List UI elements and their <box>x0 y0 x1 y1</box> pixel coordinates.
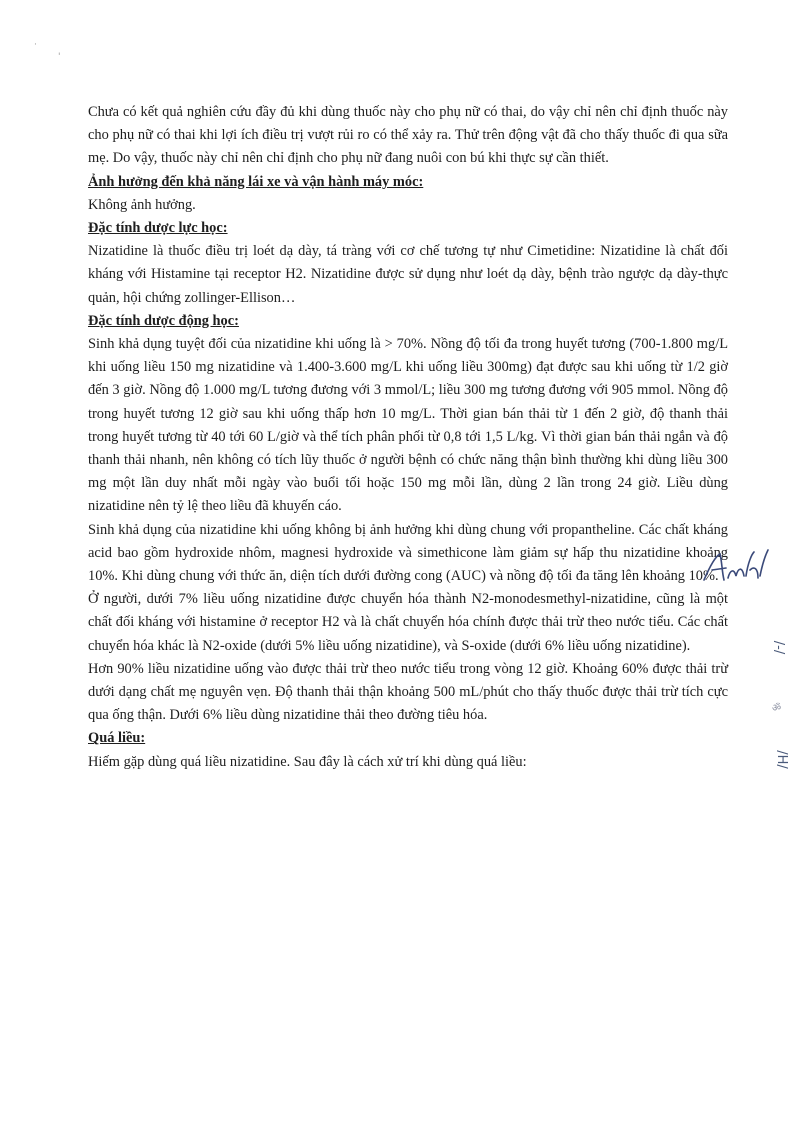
margin-mark: /H/ <box>773 750 789 769</box>
scan-speck: · <box>34 40 37 50</box>
paragraph: Ở người, dưới 7% liều uống nizatidine được chuyển hóa thành N2-monodesmethyl-nizatidine, cũng là một chất đối kháng với histamine ở receptor H2 và là chất chuyển hóa chính được thải trừ theo nước tiểu. Các chất chuyển hóa khác là N2-oxide (dưới 5% liều uống nizatidine), và S-oxide (dưới 6% liều uống nizatidine). <box>88 591 728 654</box>
section-heading: Đặc tính dược động học: <box>88 312 239 329</box>
margin-mark: /-/ <box>771 640 787 655</box>
section-driving <box>88 171 728 217</box>
paragraph: Không ảnh hưởng. <box>88 196 196 213</box>
section-pharmacodynamics <box>88 217 728 310</box>
document-page <box>88 101 728 774</box>
scan-speck: ' <box>58 52 61 62</box>
margin-mark: ॐ <box>772 703 782 714</box>
paragraph: Chưa có kết quả nghiên cứu đầy đủ khi dùng thuốc này cho phụ nữ có thai, do vậy chỉ nên chỉ định thuốc này cho phụ nữ có thai khi lợi ích điều trị vượt rủi ro có thể xảy ra. Thử trên động vật đã cho thấy thuốc đi qua sữa mẹ. Do vậy, thuốc này chỉ nên chỉ định cho phụ nữ đang nuôi con bú khi thực sự cần thiết. <box>88 104 728 167</box>
section-pharmacokinetics <box>88 310 728 728</box>
handwritten-signature-icon <box>700 548 770 588</box>
section-heading: Ảnh hưởng đến khả năng lái xe và vận hành máy móc: <box>88 173 424 190</box>
paragraph: Hiếm gặp dùng quá liều nizatidine. Sau đây là cách xử trí khi dùng quá liều: <box>88 753 527 770</box>
paragraph: Sinh khả dụng của nizatidine khi uống không bị ảnh hưởng khi dùng chung với propantheline. Các chất kháng acid bao gồm hydroxide nhôm, magnesi hydroxide và simethicone làm giảm sự hấp thu nizatidine khoảng 10%. Khi dùng chung với thức ăn, diện tích dưới đường cong (AUC) và nồng độ tối đa tăng lên khoảng 10%. <box>88 521 728 585</box>
section-heading: Quá liều: <box>88 730 146 747</box>
paragraph: Nizatidine là thuốc điều trị loét dạ dày, tá tràng với cơ chế tương tự như Cimetidine: Nizatidine là chất đối kháng với Histamine tại receptor H2. Nizatidine được sử dụng như loét dạ dày, bệnh trào ngược dạ dày-thực quản, hội chứng zollinger-Ellison… <box>88 243 728 306</box>
paragraph: Hơn 90% liều nizatidine uống vào được thải trừ theo nước tiểu trong vòng 12 giờ. Khoảng 60% được thải trừ dưới dạng chất mẹ nguyên vẹn. Độ thanh thải thận khoảng 500 mL/phút cho thấy thuốc được thải trừ tích cực qua ống thận. Dưới 6% liều dùng nizatidine thải theo đường tiêu hóa. <box>88 660 728 724</box>
section-overdose <box>88 727 728 773</box>
section-pregnancy <box>88 101 728 171</box>
section-heading: Đặc tính dược lực học: <box>88 220 228 237</box>
paragraph: Sinh khả dụng tuyệt đối của nizatidine khi uống là > 70%. Nồng độ tối đa trong huyết tương (700-1.800 mg/L khi uống liều 150 mg nizatidine và 1.400-3.600 mg/L khi uống liều 300mg) đạt được sau khi uống từ 1/2 giờ đến 3 giờ. Nồng độ 1.000 mg/L tương đương với 3 mmol/L; liều 300 mg tương đương với 905 mmol. Nồng độ trong huyết tương 12 giờ sau khi uống thấp hơn 10 mg/L. Thời gian bán thải từ 1 đến 2 giờ, độ thanh thải trong huyết tương từ 40 tới 60 L/giờ và thể tích phân phối từ 0,8 tới 1,5 L/kg. Vì thời gian bán thải ngắn và độ thanh thải nhanh, nên không có tích lũy thuốc ở người bệnh có chức năng thận bình thường khi dùng liều 300 mg một lần duy nhất mỗi ngày vào buổi tối hoặc 150 mg mỗi lần, dùng 2 lần trong 24 giờ. Liều dùng nizatidine nên tỷ lệ theo liều đã khuyến cáo. <box>88 336 728 515</box>
